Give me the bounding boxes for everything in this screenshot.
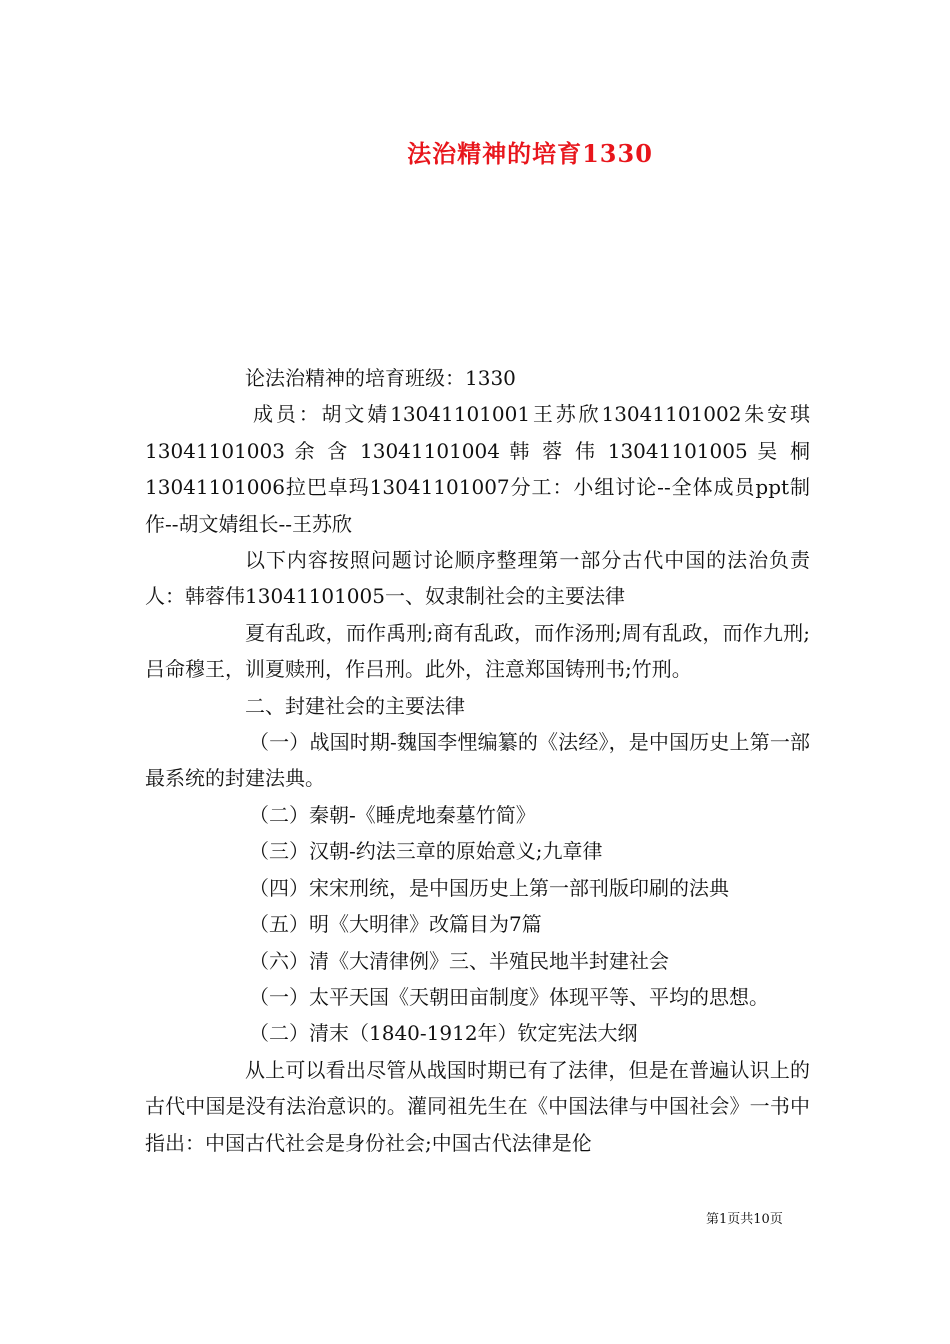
paragraph-slave-law: 夏有乱政，而作禹刑;商有乱政，而作汤刑;周有乱政，而作九刑;吕命穆王，训夏赎刑，作吕刑。此外，注意郑国铸刑书;竹刑。 [145,620,810,682]
list-item-qing: （六）清《大清律例》三、半殖民地半封建社会 [249,948,669,973]
list-item-song: （四）宋宋刑统，是中国历史上第一部刊版印刷的法典 [249,875,729,900]
list-item-late-qing: （二）清末（1840-1912年）钦定宪法大纲 [249,1021,638,1046]
paragraph-conclusion: 从上可以看出尽管从战国时期已有了法律，但是在普遍认识上的古代中国是没有法治意识的。灌同祖先生在《中国法律与中国社会》一书中指出：中国古代社会是身份社会;中国古代法律是伦 [145,1057,810,1155]
paragraph-class-info: 论法治精神的培育班级：1330 [245,366,516,390]
paragraph-members: 成员：胡文婧13041101001王苏欣13041101002朱安琪13041101003 余 含 13041101004 韩 蓉 伟 13041101005 吴 桐 13041101006拉巴卓玛13041101007分工：小组讨论--全体成员ppt制作--胡文婧组长--王苏欣 [145,402,810,536]
paragraph-intro: 以下内容按照问题讨论顺序整理第一部分古代中国的法治负责人：韩蓉伟13041101005一、奴隶制社会的主要法律 [145,548,810,609]
list-item-ming: （五）明《大明律》改篇目为7篇 [249,912,542,937]
paragraph-warring-states: （一）战国时期-魏国李悝编纂的《法经》，是中国历史上第一部最系统的封建法典。 [145,730,810,791]
list-item-taiping: （一）太平天国《天朝田亩制度》体现平等、平均的思想。 [249,984,769,1009]
document-title: 法治精神的培育1330 [407,139,653,168]
document-body [145,360,810,1161]
heading-feudal-law: 二、封建社会的主要法律 [245,693,465,718]
list-item-qin: （二）秦朝-《睡虎地秦墓竹简》 [249,802,536,827]
page-number: 第1页共10页 [706,1212,783,1227]
list-item-han: （三）汉朝-约法三章的原始意义;九章律 [249,839,603,864]
